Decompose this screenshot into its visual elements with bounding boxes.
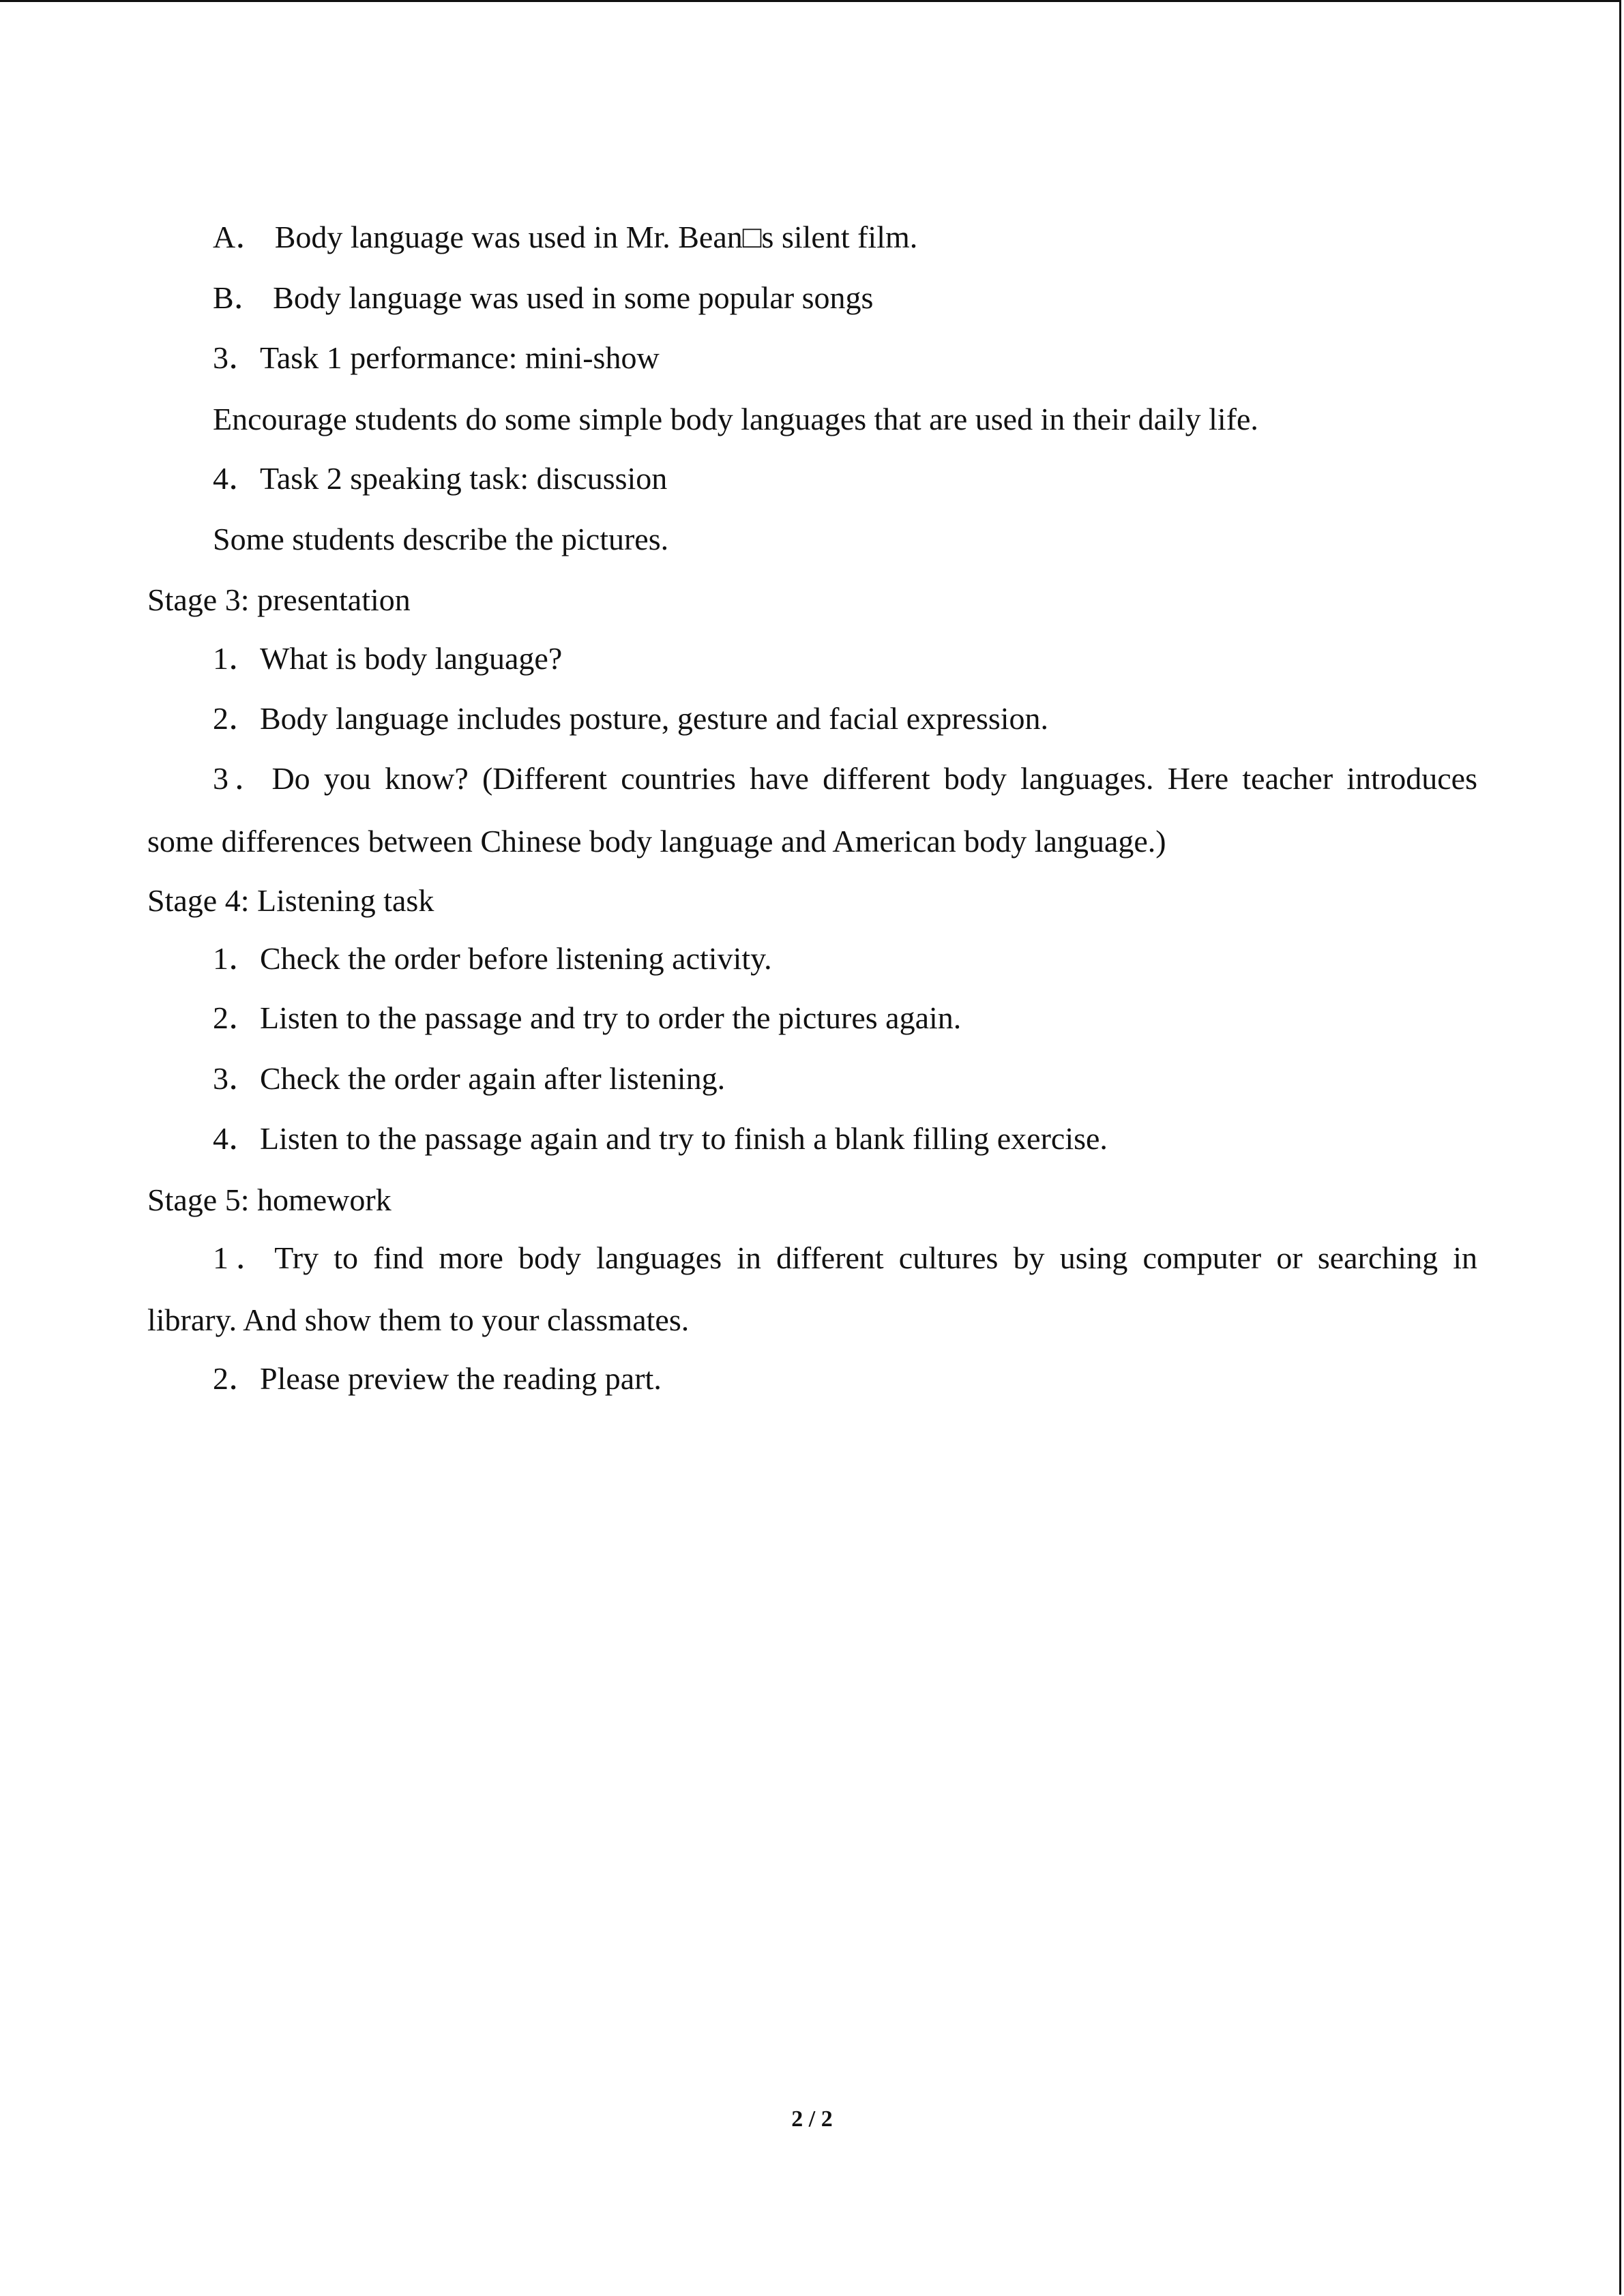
option-b-line: B． Body language was used in some popular songs [213,280,874,315]
stage5-item-1: 1．Try to find more body languages in different cultures by using computer or searching in [213,1240,1477,1275]
task2-description: Some students describe the pictures. [213,522,669,556]
stage3-item-2: 2．Body language includes posture, gesture and facial expression. [213,701,1049,736]
task1-heading: 3．Task 1 performance: mini-show [213,340,660,375]
stage5-heading: Stage 5: homework [147,1182,392,1217]
stage4-item-1: 1．Check the order before listening activity. [213,941,772,976]
stage5-item-1-continued: library. And show them to your classmates. [147,1302,690,1337]
stage4-item-3: 3．Check the order again after listening. [213,1061,726,1096]
stage3-item-3: 3．Do you know? (Different countries have different body languages. Here teacher introduces [213,761,1477,796]
task1-description: Encourage students do some simple body languages that are used in their daily life. [213,402,1258,436]
stage4-heading: Stage 4: Listening task [147,883,434,918]
stage5-item-2: 2．Please preview the reading part. [213,1361,662,1396]
stage4-item-2: 2．Listen to the passage and try to order the pictures again. [213,1000,962,1035]
task2-heading: 4．Task 2 speaking task: discussion [213,461,668,496]
stage4-item-4: 4．Listen to the passage again and try to finish a blank filling exercise. [213,1121,1108,1156]
option-a-line: A． Body language was used in Mr. Bean□s silent film. [213,220,918,254]
stage3-item-3-continued: some differences between Chinese body language and American body language.) [147,824,1166,859]
page-number: 2 / 2 [791,2106,833,2132]
stage3-heading: Stage 3: presentation [147,582,411,617]
stage3-item-1: 1．What is body language? [213,641,563,676]
